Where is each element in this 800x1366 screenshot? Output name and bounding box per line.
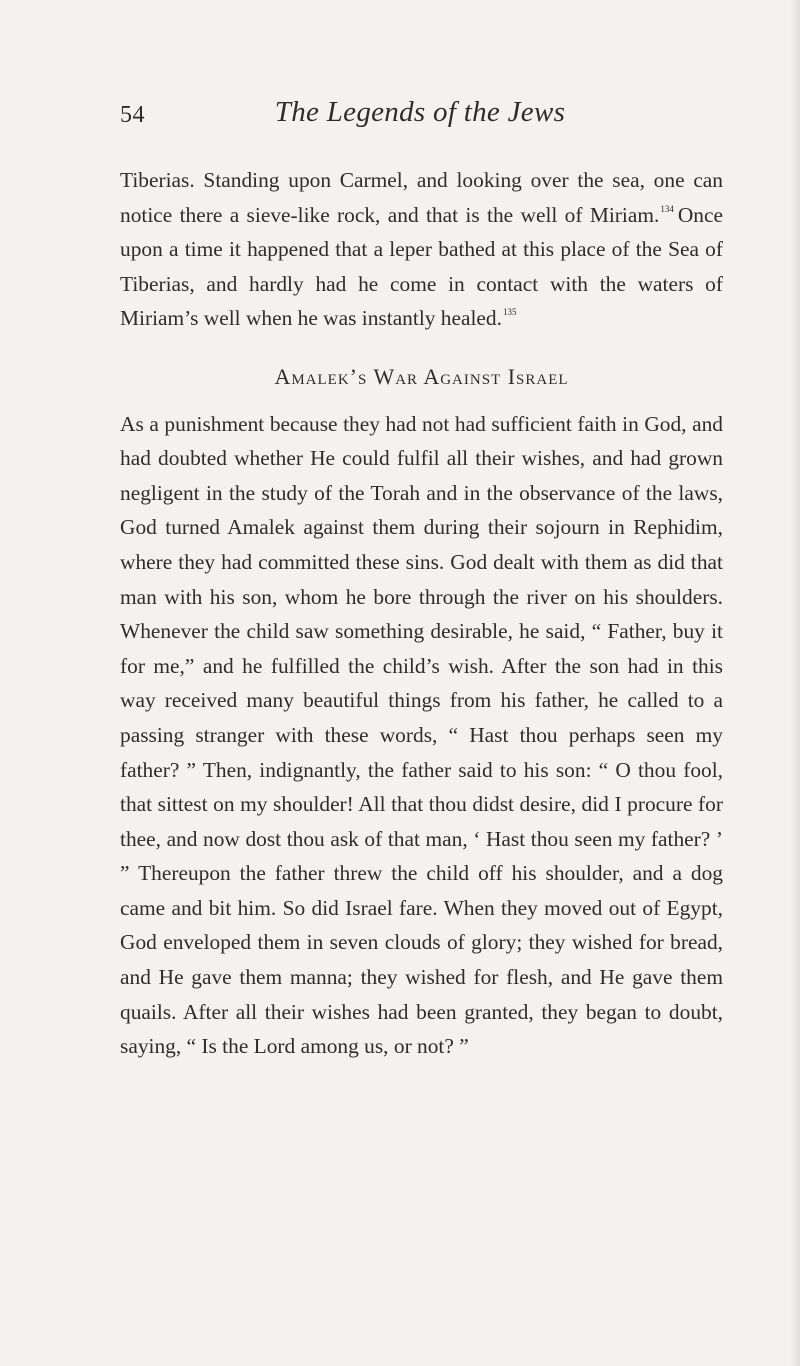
section-heading: Amalek’s War Against Israel — [274, 363, 569, 389]
footnote-ref-134: 134 — [660, 203, 674, 214]
paragraph-text: Tiberias. Standing upon Carmel, and looking over the sea, one can notice there a sieve-like rock, and that is the well of Miriam. — [120, 168, 723, 227]
body-text — [120, 163, 723, 1064]
paragraph-text: Once upon a time it happened that a leper bathed at this place of the Sea of Tiberias, and hardly had he come in contact with the waters of Miriam’s well when he was instantly healed. — [120, 202, 723, 331]
running-title: The Legends of the Jews — [274, 96, 566, 128]
paragraph-amalek: As a punishment because they had not had sufficient faith in God, and had doubted whether He could fulfil all their wishes, and had grown negligent in the study of the Torah and in the observance of the laws, God turned Amalek against them during their sojourn in Rephidim, where they had committed these sins. God dealt with them as did that man with his son, whom he bore through the river on his shoulders. Whenever the child saw something desirable, he said, “ Father, buy it for me,” and he fulfilled the child’s wish. After the son had in this way received many beautiful things from his father, he called to a passing stranger with these words, “ Hast thou perhaps seen my father? ” Then, indignantly, the father said to his son: “ O thou fool, that sittest on my shoulder! All that thou didst desire, did I procure for thee, and now dost thou ask of that man, ‘ Hast thou seen my father? ’ ” Thereupon the father threw the child off his shoulder, and a dog came and bit him. So did Israel fare. When they moved out of Egypt, God enveloped them in seven clouds of glory; they wished for bread, and He gave them manna; they wished for flesh, and He gave them quails. After all their wishes had been granted, they began to doubt, saying, “ Is the Lord among us, or not? ” — [120, 411, 723, 1059]
page-number: 54 — [120, 102, 145, 128]
running-head — [120, 96, 720, 136]
paragraph-tiberias — [120, 163, 723, 336]
page-edge-shadow — [790, 0, 800, 1366]
footnote-ref-135: 135 — [502, 307, 517, 318]
